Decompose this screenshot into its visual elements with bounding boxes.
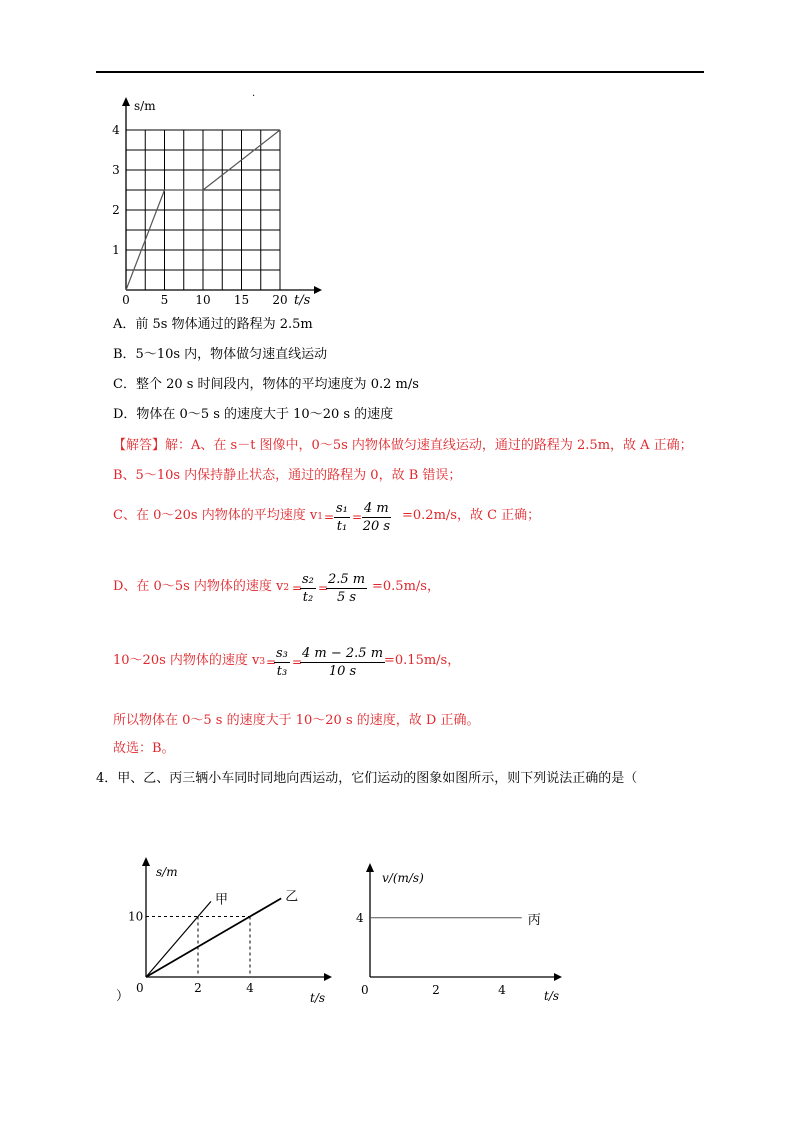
header-rule (96, 71, 704, 73)
y-tick-label: 3 (112, 163, 120, 177)
x-axis-label: t/s (294, 293, 311, 308)
answer-conclusion: 所以物体在 0～5 s 的速度大于 10～20 s 的速度，故 D 正确。 (113, 713, 480, 728)
equals-sign: = (318, 581, 329, 595)
x-tick-label: 2 (432, 983, 440, 997)
x-tick-label: 2 (194, 981, 202, 995)
stray-dot: . (252, 88, 256, 99)
vt-graph (352, 860, 572, 1006)
answer-e-result: =0.15m/s， (384, 653, 461, 668)
x-tick-label: 20 (272, 293, 288, 307)
series-yi-label: 乙 (285, 889, 299, 905)
answer-choice: 故选：B。 (113, 741, 175, 756)
fraction-e-2: $\frac{4 m - 2.5 m}{10 s}$ (302, 646, 384, 679)
x-tick-label: 4 (246, 981, 254, 995)
question-4-close: ） (116, 989, 130, 1004)
series-yi-line (146, 898, 281, 977)
y-tick-label: 1 (112, 243, 120, 257)
y-tick-label: 4 (356, 910, 364, 925)
y-axis-arrow (122, 97, 130, 106)
origin-label: 0 (136, 981, 144, 995)
option-c: C．整个 20 s 时间段内，物体的平均速度为 0.2 m/s (113, 377, 419, 392)
x-tick-label: 10 (195, 293, 211, 307)
answer-line-2: B、5～10s 内保持静止状态，通过的路程为 0，故 B 错误； (113, 468, 462, 483)
answer-c-result: =0.2m/s，故 C 正确； (402, 508, 541, 523)
series-jia-line (146, 901, 211, 977)
y-axis-arrow (142, 857, 150, 866)
x-tick-label: 15 (233, 293, 250, 307)
fraction-c-1: $\frac{\text{s₁}}{\text{t₁}}$ (336, 501, 348, 534)
grid-lines (126, 130, 280, 290)
series-bing-label: 丙 (527, 912, 541, 928)
x-axis-arrow (324, 973, 332, 981)
y-tick-label: 2 (112, 203, 120, 217)
series-jia-label: 甲 (215, 892, 229, 908)
answer-c-prefix: C、在 0～20s 内物体的平均速度 v1 (113, 508, 323, 523)
equals-sign: = (292, 581, 303, 595)
fraction-e-1: $\frac{\text{s₃}}{\text{t₃}}$ (276, 646, 288, 679)
option-b: B．5～10s 内，物体做匀速直线运动 (113, 347, 328, 362)
x-axis-label: t/s (310, 991, 326, 1005)
y-tick-label: 4 (112, 123, 120, 137)
fraction-c-2: $\frac{4 m}{20 s}$ (362, 501, 391, 534)
equals-sign: = (266, 655, 277, 669)
option-d: D．物体在 0～5 s 的速度大于 10～20 s 的速度 (113, 407, 394, 422)
equals-sign: = (352, 510, 363, 524)
y-tick-label: 10 (128, 909, 144, 924)
x-tick-label: 0 (122, 293, 130, 307)
y-axis-arrow (366, 863, 374, 872)
question-4: 4．甲、乙、丙三辆小车同时同地向西运动，它们运动的图象如图所示，则下列说法正确的是（ (96, 771, 638, 786)
answer-line-1: 【解答】解：A、在 s－t 图像中，0～5s 内物体做匀速直线运动，通过的路程为 2.5m，故 A 正确； (113, 438, 693, 453)
answer-d-result: =0.5m/s， (372, 579, 440, 594)
answer-e-prefix: 10～20s 内物体的速度 v3 (113, 653, 266, 668)
x-tick-label: 5 (160, 293, 169, 307)
y-axis-label: s/m (156, 865, 178, 879)
origin-label: 0 (361, 983, 369, 997)
y-axis-label: v/(m/s) (382, 871, 424, 885)
x-axis-arrow (554, 973, 562, 981)
fraction-d-2: $\frac{2.5 m}{5 s}$ (328, 572, 366, 605)
answer-d-prefix: D、在 0～5s 内物体的速度 v2 (113, 579, 290, 594)
option-a: A．前 5s 物体通过的路程为 2.5m (113, 317, 313, 332)
x-axis-label: t/s (544, 989, 560, 1003)
st-graph-1 (108, 92, 328, 308)
x-axis-arrow (314, 286, 322, 294)
y-axis-label: s/m (134, 99, 156, 113)
equals-sign: = (324, 510, 335, 524)
equals-sign: = (292, 655, 303, 669)
fraction-d-1: $\frac{\text{s₂}}{\text{t₂}}$ (302, 572, 314, 605)
st-graph-2 (118, 854, 338, 1006)
x-tick-label: 4 (498, 983, 506, 997)
